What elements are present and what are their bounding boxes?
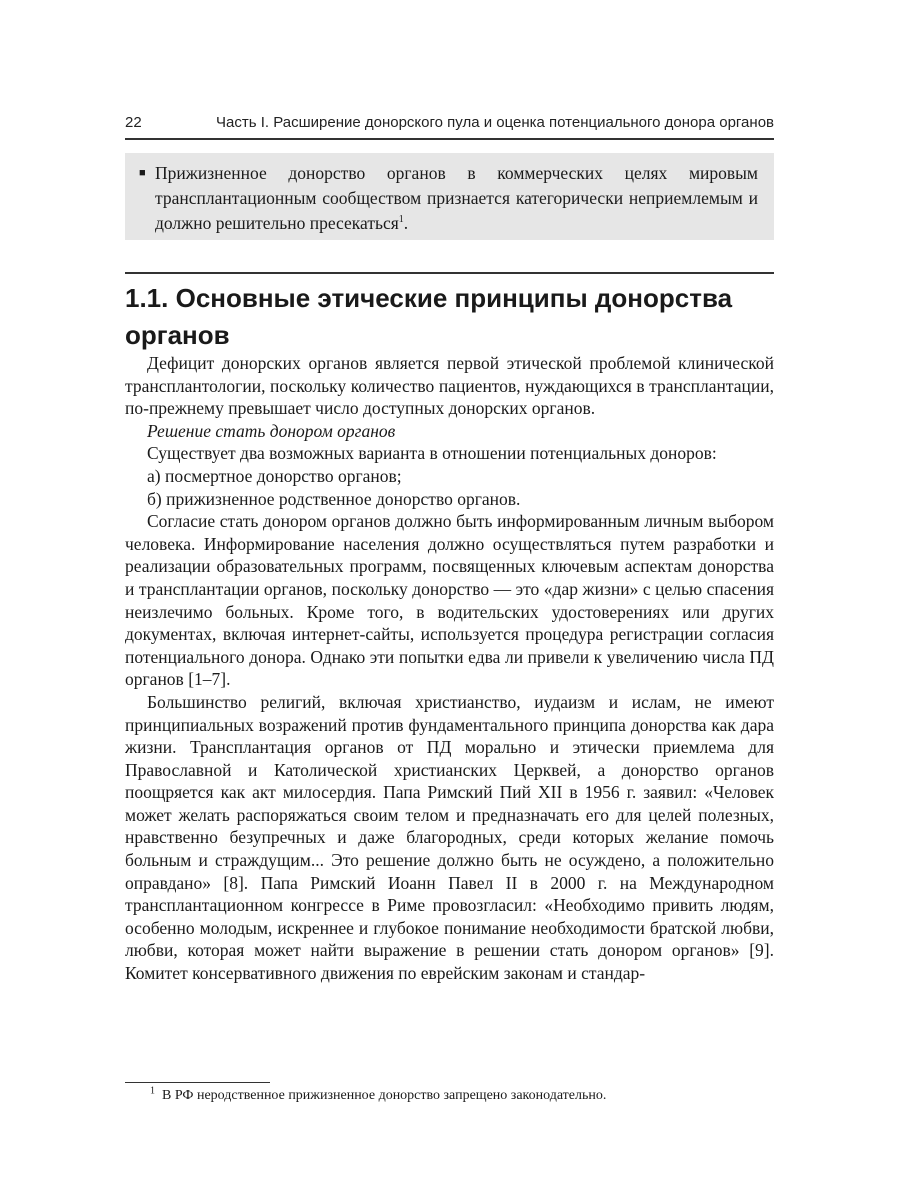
callout-end-punct: .: [403, 213, 409, 233]
section-rule: [125, 272, 774, 274]
paragraph: Существует два возможных варианта в отношении потенциальных доноров:: [147, 443, 717, 464]
paragraph: Дефицит донорских органов является первой этической проблемой клинической трансплантологии, поскольку количество пациентов, нуждающихся в трансплантации, по-прежнему превышает число доступных донорских органов.: [125, 353, 774, 419]
header-rule: [125, 138, 774, 140]
footnote-reference[interactable]: 1: [398, 214, 404, 226]
page-number: 22: [125, 114, 142, 131]
callout-text: [155, 161, 758, 240]
footnote: [150, 1087, 770, 1105]
footnote-rule: [125, 1082, 270, 1083]
footnote-text: В РФ неродственное прижизненное донорство запрещено законодательно.: [162, 1088, 607, 1103]
callout-box: [125, 153, 774, 240]
callout-body: Прижизненное донорство органов в коммерческих целях мировым трансплантационным сообществом признается категорически неприемлемым и должно решительно пресекаться: [155, 163, 758, 233]
running-title: Часть I. Расширение донорского пула и оценка потенциального донора органов: [216, 114, 774, 131]
paragraph: Согласие стать донором органов должно быть информированным личным выбором человека. Информирование населения должно осуществляться путем разработки и реализации образовательных программ, посвященных ключевым аспектам донорства и трансплантации органов, поскольку донорство — это «дар жизни» с целью спасения неизлечимо больных. Кроме того, в водительских удостоверениях или других документах, включая интернет-сайты, используется процедура регистрации согласия потенциального донора. Однако эти попытки едва ли привели к увеличению числа ПД органов [1–7].: [125, 511, 774, 690]
paragraph: Большинство религий, включая христианство, иудаизм и ислам, не имеют принципиальных возражений против фундаментального принципа донорства как дара жизни. Трансплантация органов от ПД морально и этически приемлема для Православной и Католической христианских Церквей, а донорство органов поощряется как акт милосердия. Папа Римский Пий XII в 1956 г. заявил: «Человек может желать распоряжаться своим телом и предназначать его для целей полезных, нравственно безупречных и даже благородных, среди которых желание помочь больным и страждущим... Это решение должно быть не осуждено, а положительно оправдано» [8]. Папа Римский Иоанн Павел II в 2000 г. на Международном трансплантационном конгрессе в Риме провозгласил: «Необходимо привить людям, особенно молодым, искреннее и глубокое понимание необходимости братской любви, любви, которая может найти выражение в решении стать донором органов» [9]. Комитет консервативного движения по еврейским законам и стандар-: [125, 691, 774, 984]
footnote-marker: 1: [150, 1085, 155, 1097]
square-bullet-icon: ■: [139, 167, 146, 179]
subheading: Решение стать донором органов: [147, 420, 396, 441]
body-text: [125, 352, 774, 985]
section-title: 1.1. Основные этические принципы донорства органов: [125, 283, 733, 350]
running-header: [125, 114, 774, 131]
list-item: а) посмертное донорство органов;: [147, 465, 402, 486]
list-item: б) прижизненное родственное донорство органов.: [147, 488, 521, 509]
